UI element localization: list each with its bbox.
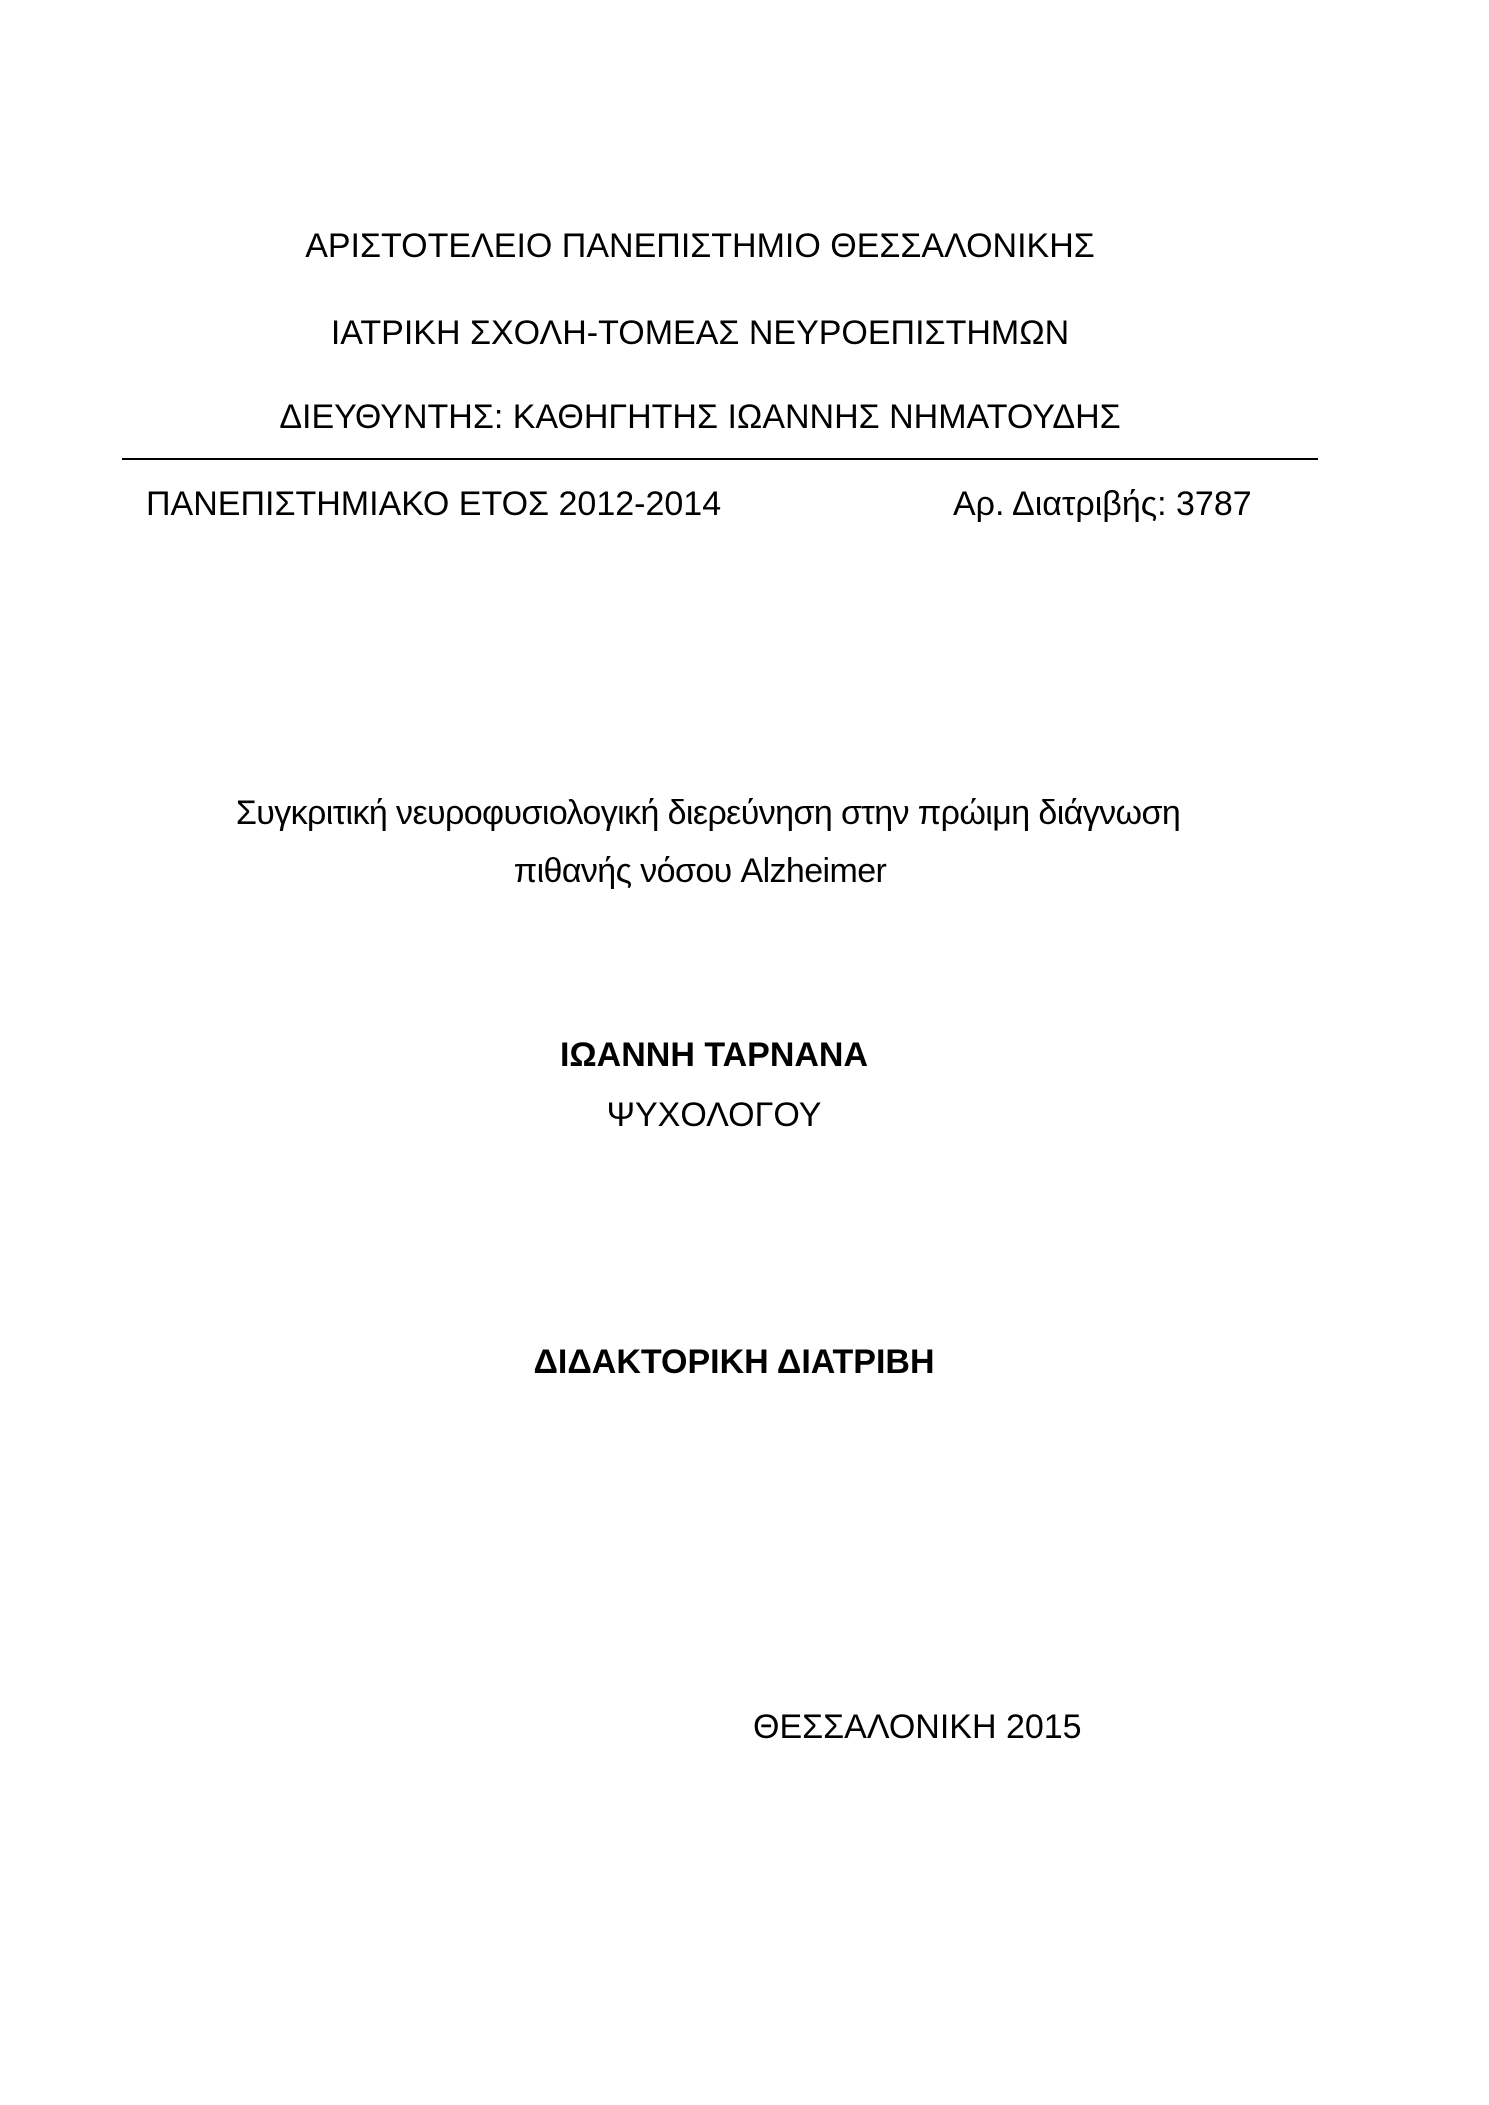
document-type: ΔΙΔΑΚΤΟΡΙΚΗ ΔΙΑΤΡΙΒΗ bbox=[533, 1343, 935, 1381]
thesis-title-line-1: Συγκριτική νευροφυσιολογική διερεύνηση στην πρώιμη διάγνωση bbox=[235, 794, 1181, 832]
academic-year: ΠΑΝΕΠΙΣΤΗΜΙΑΚΟ ΕΤΟΣ 2012-2014 bbox=[146, 485, 722, 523]
place-and-year: ΘΕΣΣΑΛΟΝΙΚΗ 2015 bbox=[753, 1708, 1082, 1746]
author-profession: ΨΥΧΟΛΟΓΟΥ bbox=[606, 1096, 822, 1134]
author-name: ΙΩΑΝΝΗ ΤΑΡΝΑΝΑ bbox=[559, 1036, 869, 1074]
thesis-number: Αρ. Διατριβής: 3787 bbox=[953, 485, 1252, 523]
thesis-title-line-2: πιθανής νόσου Alzheimer bbox=[513, 852, 887, 890]
school-name: ΙΑΤΡΙΚΗ ΣΧΟΛΗ-ΤΟΜΕΑΣ ΝΕΥΡΟΕΠΙΣΤΗΜΩΝ bbox=[330, 314, 1070, 352]
header-divider bbox=[122, 458, 1318, 460]
director-line: ΔΙΕΥΘΥΝΤΗΣ: ΚΑΘΗΓΗΤΗΣ ΙΩΑΝΝΗΣ ΝΗΜΑΤΟΥΔΗΣ bbox=[279, 398, 1121, 436]
university-name: ΑΡΙΣΤΟΤΕΛΕΙΟ ΠΑΝΕΠΙΣΤΗΜΙΟ ΘΕΣΣΑΛΟΝΙΚΗΣ bbox=[305, 227, 1095, 265]
